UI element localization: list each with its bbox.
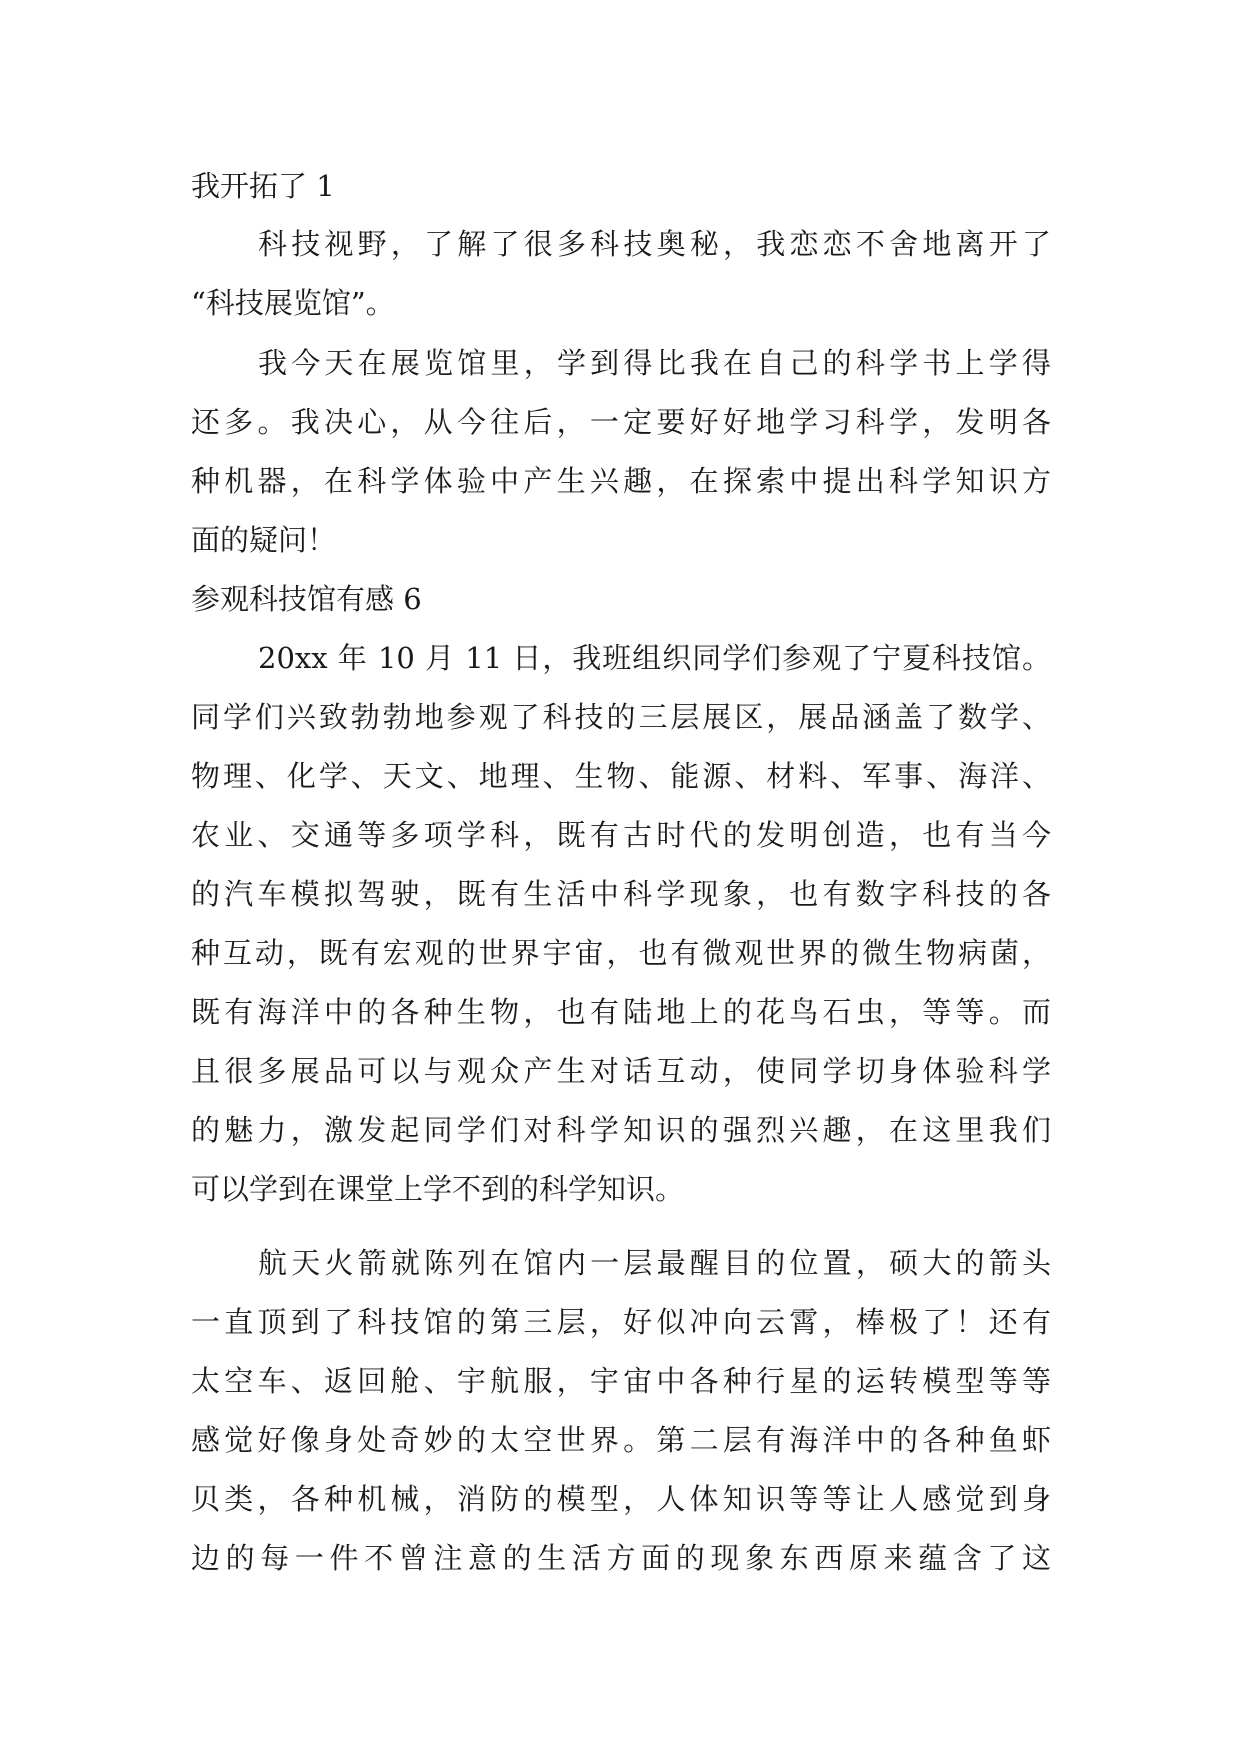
paragraph-3-line-1: 20xx 年 10 月 11 日，我班组织同学们参观了宁夏科技馆。 (258, 641, 1051, 675)
paragraph-4-line-5: 贝类，各种机械，消防的模型，人体知识等等让人感觉到身 (191, 1482, 1051, 1516)
paragraph-2-line-4: 面的疑问！ (191, 523, 337, 557)
paragraph-4-line-1: 航天火箭就陈列在馆内一层最醒目的位置，硕大的箭头 (258, 1246, 1051, 1280)
paragraph-3-line-2: 同学们兴致勃勃地参观了科技的三层展区，展品涵盖了数学、 (191, 700, 1051, 734)
section-heading-top: 我开拓了 1 (191, 169, 335, 203)
paragraph-3-line-4: 农业、交通等多项学科，既有古时代的发明创造，也有当今 (191, 818, 1051, 852)
paragraph-1-line-2: “科技展览馆”。 (191, 286, 395, 320)
paragraph-3-line-5: 的汽车模拟驾驶，既有生活中科学现象，也有数字科技的各 (191, 877, 1051, 911)
paragraph-3-line-7: 既有海洋中的各种生物，也有陆地上的花鸟石虫，等等。而 (191, 995, 1051, 1029)
paragraph-3-line-3: 物理、化学、天文、地理、生物、能源、材料、军事、海洋、 (191, 759, 1051, 793)
paragraph-3-line-9: 的魅力，激发起同学们对科学知识的强烈兴趣，在这里我们 (191, 1113, 1051, 1147)
paragraph-3-line-8: 且很多展品可以与观众产生对话互动，使同学切身体验科学 (191, 1054, 1051, 1088)
paragraph-1-line-1: 科技视野，了解了很多科技奥秘，我恋恋不舍地离开了 (258, 227, 1051, 261)
paragraph-4-line-3: 太空车、返回舱、宇航服，宇宙中各种行星的运转模型等等 (191, 1364, 1051, 1398)
paragraph-4-line-6: 边的每一件不曾注意的生活方面的现象东西原来蕴含了这 (191, 1541, 1051, 1575)
paragraph-2-line-3: 种机器，在科学体验中产生兴趣，在探索中提出科学知识方 (191, 464, 1051, 498)
section-heading: 参观科技馆有感 6 (191, 582, 422, 616)
paragraph-4-line-2: 一直顶到了科技馆的第三层，好似冲向云霄，棒极了！还有 (191, 1305, 1051, 1339)
paragraph-3-line-10: 可以学到在课堂上学不到的科学知识。 (191, 1172, 685, 1206)
paragraph-2-line-1: 我今天在展览馆里，学到得比我在自己的科学书上学得 (258, 346, 1051, 380)
paragraph-2-line-2: 还多。我决心，从今往后，一定要好好地学习科学，发明各 (191, 405, 1051, 439)
paragraph-3-line-6: 种互动，既有宏观的世界宇宙，也有微观世界的微生物病菌， (191, 936, 1051, 970)
paragraph-4-line-4: 感觉好像身处奇妙的太空世界。第二层有海洋中的各种鱼虾 (191, 1423, 1051, 1457)
